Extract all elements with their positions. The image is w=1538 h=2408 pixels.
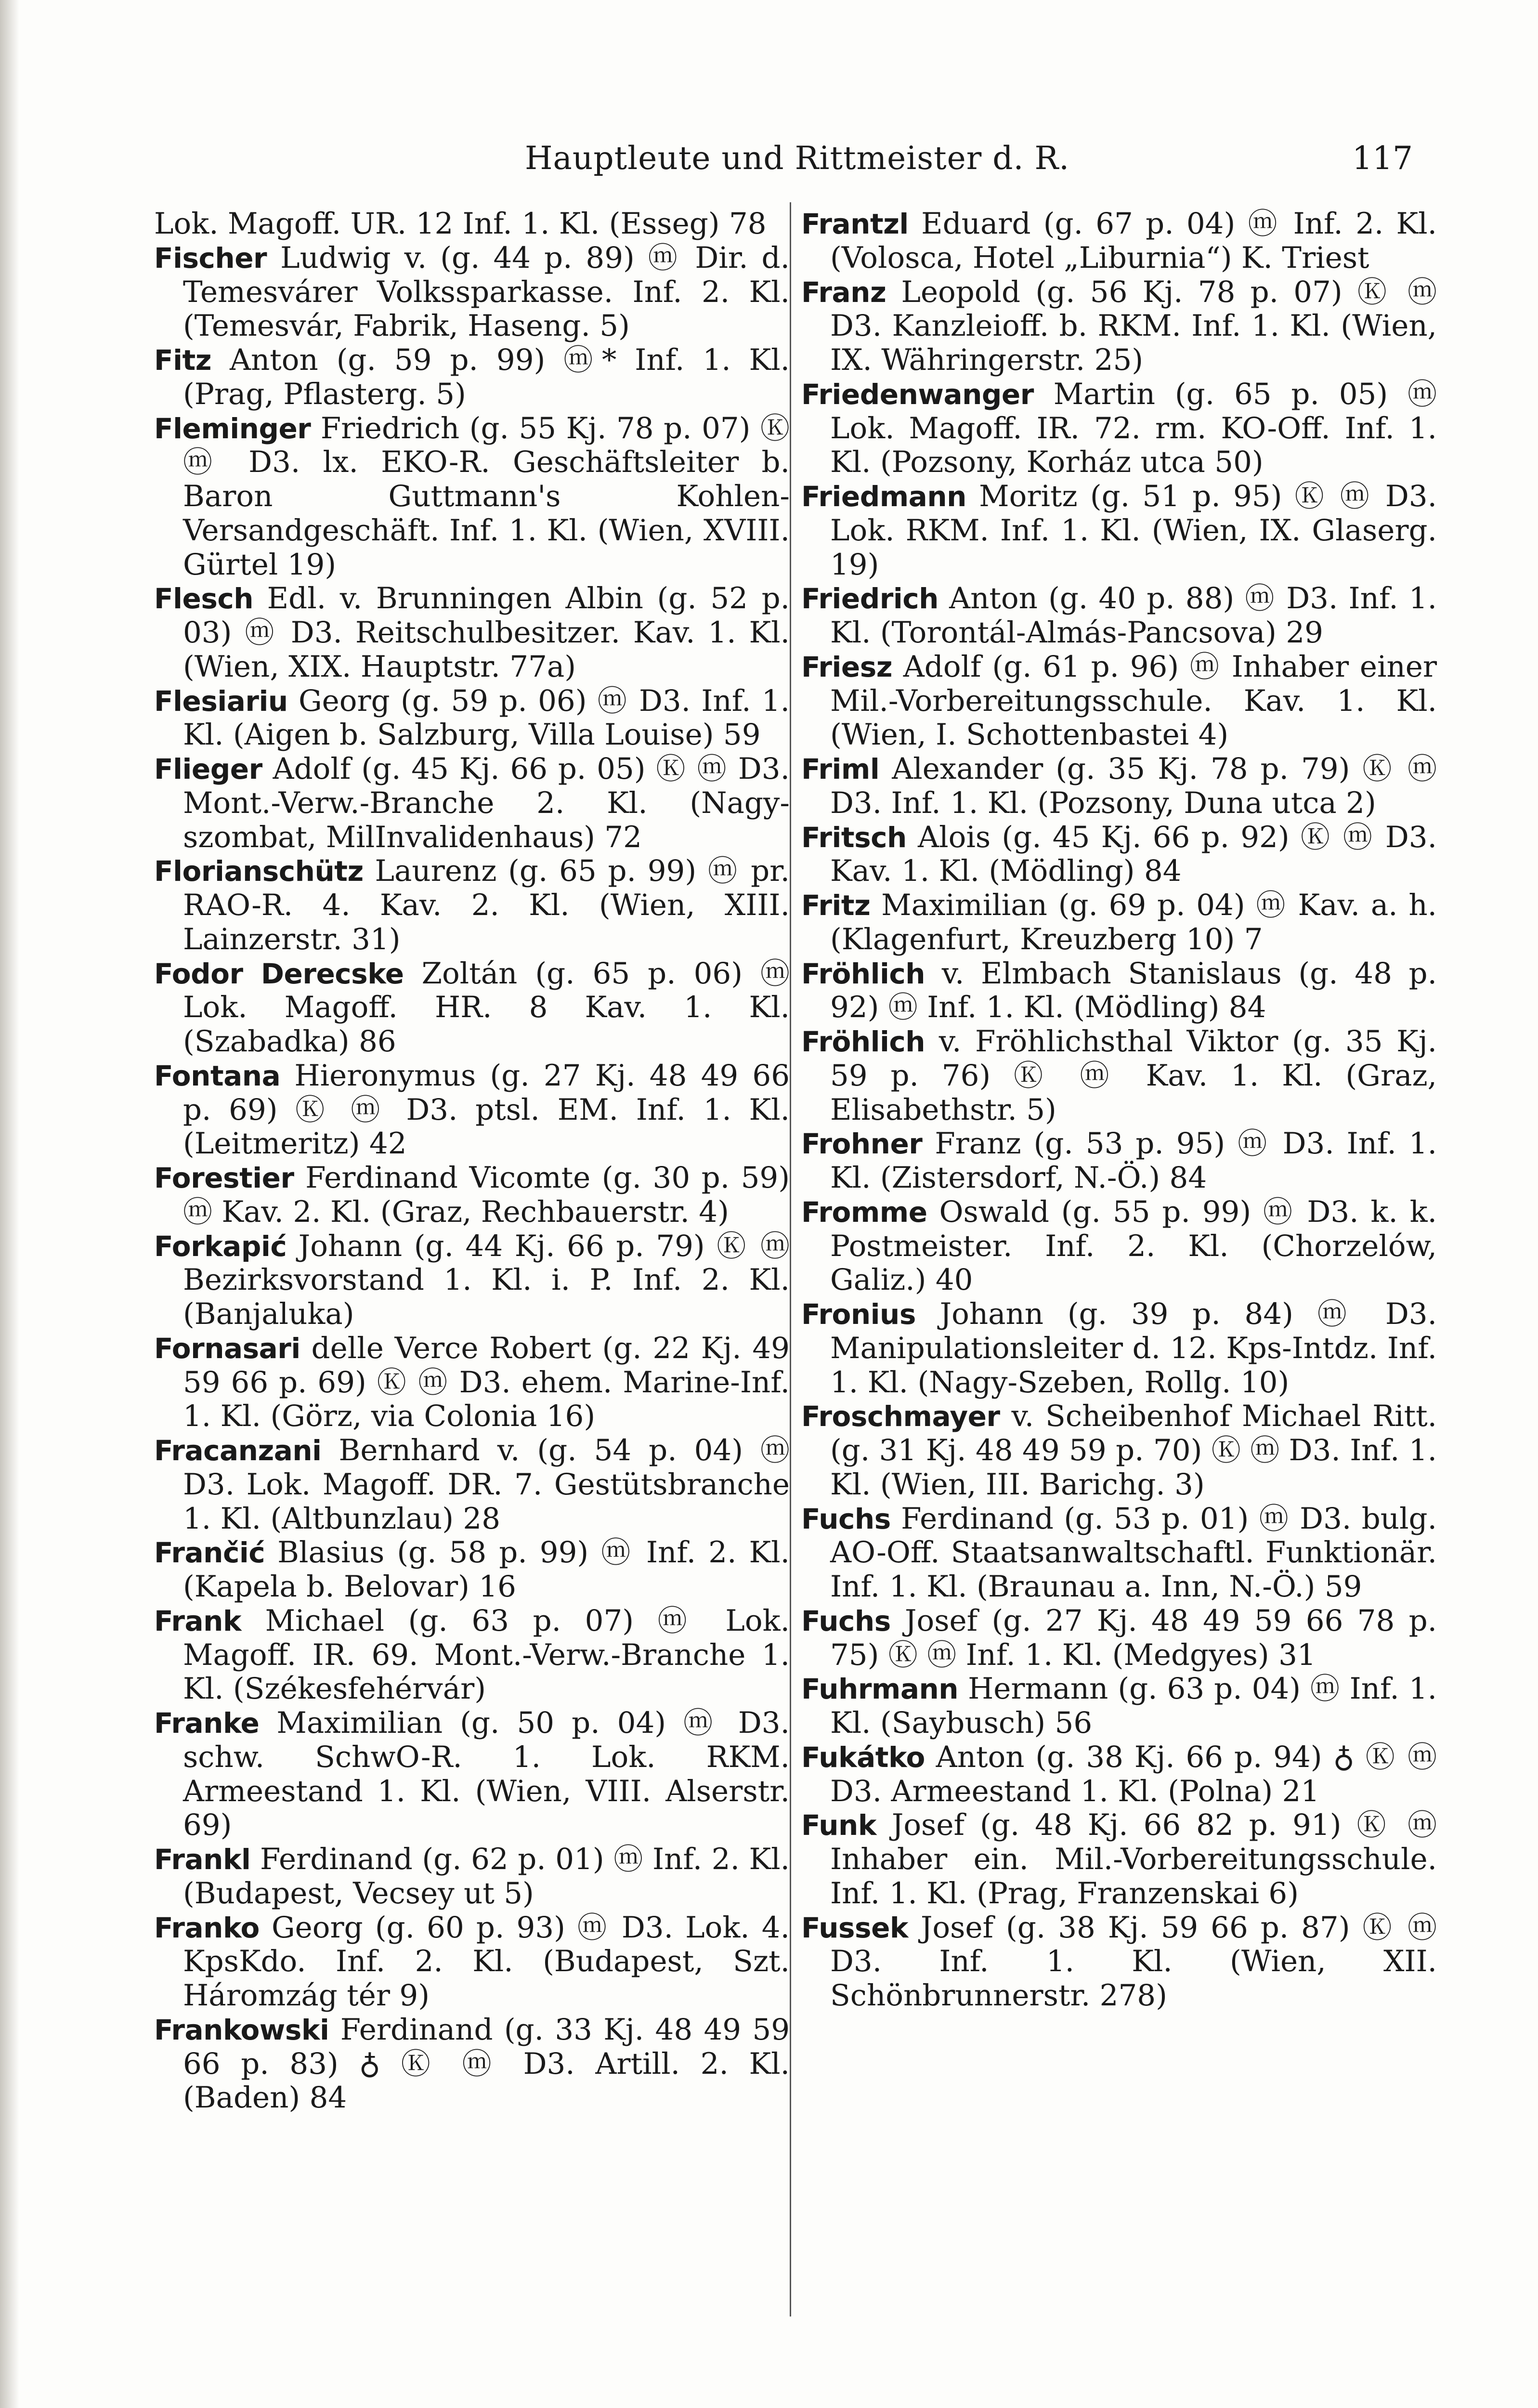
entry-details: Georg (g. 60 p. 93) ⓜ D3. Lok. 4. KpsKdo. Inf. 2. Kl. (Budapest, Szt. Háromzág tér 9): [183, 1910, 790, 2013]
entry-surname: Franz: [801, 275, 886, 309]
entry-surname: Franko: [154, 1911, 260, 1944]
entry-surname: Franke: [154, 1707, 260, 1740]
entry-details: Eduard (g. 67 p. 04) ⓜ Inf. 2. Kl. (Volosca, Hotel „Liburnia“) K. Triest: [830, 207, 1437, 275]
directory-entry: [801, 378, 1437, 480]
entry-details: Hermann (g. 63 p. 04) ⓜ Inf. 1. Kl. (Saybusch) 56: [830, 1672, 1437, 1740]
entry-details: Hieronymus (g. 27 Kj. 48 49 66 p. 69) Ⓚ ⓜ D3. ptsl. EM. Inf. 1. Kl. (Leitmeritz) 42: [183, 1058, 790, 1161]
entry-surname: Flesiariu: [154, 684, 288, 718]
entry-surname: Forkapić: [154, 1230, 287, 1263]
entry-surname: Fromme: [801, 1195, 927, 1229]
directory-entry: [154, 684, 790, 753]
entry-surname: Forestier: [154, 1162, 294, 1194]
entry-details: Josef (g. 38 Kj. 59 66 p. 87) Ⓚ ⓜ D3. Inf. 1. Kl. (Wien, XII. Schönbrunnerstr. 278): [830, 1910, 1437, 2013]
directory-entry: [801, 889, 1437, 957]
entry-surname: Frantzl: [801, 208, 909, 240]
directory-entry: [154, 1059, 790, 1161]
entry-surname: Fronius: [801, 1298, 916, 1331]
page-number: 117: [1352, 140, 1413, 177]
directory-entry: [154, 1536, 790, 1604]
entry-details: Bernhard v. (g. 54 p. 04) ⓜ D3. Lok. Magoff. DR. 7. Gestütsbranche 1. Kl. (Altbunzlau) 28: [183, 1433, 790, 1536]
directory-entry: [154, 207, 790, 241]
entry-details: Josef (g. 27 Kj. 48 49 59 66 78 p. 75) Ⓚ ⓜ Inf. 1. Kl. (Medgyes) 31: [830, 1603, 1437, 1672]
entry-surname: Fritsch: [801, 821, 907, 854]
directory-entry: [154, 752, 790, 854]
entry-details: Anton (g. 38 Kj. 66 p. 94) ♁ Ⓚ ⓜ D3. Armeestand 1. Kl. (Polna) 21: [830, 1740, 1437, 1808]
directory-entry: [801, 582, 1437, 650]
entry-surname: Fodor Derecske: [154, 957, 404, 990]
entry-surname: Fuchs: [801, 1502, 891, 1535]
directory-entry: [801, 957, 1437, 1025]
entry-surname: Friedenwanger: [801, 378, 1034, 411]
entry-details: Ferdinand (g. 53 p. 01) ⓜ D3. bulg. AO-Off. Staatsanwaltschaftl. Funktionär. Inf. 1. Kl. (Braunau a. Inn, N.-Ö.) 59: [830, 1501, 1437, 1604]
directory-entry: [801, 1025, 1437, 1127]
directory-entry: [801, 1672, 1437, 1741]
entry-surname: Frankowski: [154, 2013, 329, 2046]
directory-entry: [801, 821, 1437, 889]
entry-details: Ferdinand (g. 33 Kj. 48 49 59 66 p. 83) ♁ Ⓚ ⓜ D3. Artill. 2. Kl. (Baden) 84: [183, 2012, 790, 2115]
entry-surname: Florianschütz: [154, 855, 364, 888]
entry-details: v. Elmbach Stanislaus (g. 48 p. 92) ⓜ Inf. 1. Kl. (Mödling) 84: [830, 956, 1437, 1025]
entry-surname: Friedrich: [801, 582, 938, 615]
entry-surname: Friedmann: [801, 480, 966, 513]
directory-entry: [154, 1604, 790, 1706]
entry-surname: Froschmayer: [801, 1400, 1000, 1433]
directory-entry: [154, 1332, 790, 1434]
directory-entry: [154, 241, 790, 343]
entry-details: Laurenz (g. 65 p. 99) ⓜ pr. RAO-R. 4. Kav. 2. Kl. (Wien, XIII. Lainzerstr. 31): [183, 854, 790, 956]
entry-details: Blasius (g. 58 p. 99) ⓜ Inf. 2. Kl. (Kapela b. Belovar) 16: [183, 1535, 790, 1604]
directory-entry: [154, 1706, 790, 1843]
entry-details: Franz (g. 53 p. 95) ⓜ D3. Inf. 1. Kl. (Zistersdorf, N.-Ö.) 84: [830, 1126, 1437, 1195]
directory-entry: [154, 582, 790, 684]
entry-surname: Fritz: [801, 889, 871, 922]
entry-surname: Fussek: [801, 1911, 908, 1944]
running-head: Hauptleute und Rittmeister d. R.: [525, 140, 1070, 177]
entry-details: Ludwig v. (g. 44 p. 89) ⓜ Dir. d. Temesvárer Volkssparkasse. Inf. 2. Kl. (Temesvár, Fabrik, Haseng. 5): [183, 240, 790, 343]
spine-shadow: [0, 0, 19, 2408]
entry-surname: Fitz: [154, 344, 211, 377]
directory-entry: [801, 1741, 1437, 1809]
entry-details: Zoltán (g. 65 p. 06) ⓜ Lok. Magoff. HR. 8 Kav. 1. Kl. (Szabadka) 86: [183, 956, 790, 1059]
directory-entry: [154, 343, 790, 412]
directory-entry: [801, 275, 1437, 378]
directory-entry: [154, 1843, 790, 1911]
entry-surname: Friesz: [801, 650, 893, 683]
entry-surname: Fukátko: [801, 1741, 925, 1774]
right-column: [801, 207, 1437, 2013]
entry-surname: Fontana: [154, 1059, 281, 1092]
directory-entry: [801, 752, 1437, 821]
directory-entry: [154, 2013, 790, 2115]
directory-entry: [154, 854, 790, 956]
entry-surname: Fracanzani: [154, 1434, 322, 1467]
entry-details: Johann (g. 44 Kj. 66 p. 79) Ⓚ ⓜ Bezirksvorstand 1. Kl. i. P. Inf. 2. Kl. (Banjaluka): [183, 1229, 790, 1331]
entry-surname: Frank: [154, 1604, 242, 1637]
entry-details: Anton (g. 59 p. 99) ⓜ* Inf. 1. Kl. (Prag, Pflasterg. 5): [183, 343, 790, 411]
entry-details: Anton (g. 40 p. 88) ⓜ D3. Inf. 1. Kl. (Torontál-Almás-Pancsova) 29: [830, 581, 1437, 650]
directory-entry: [154, 1911, 790, 2013]
entry-details: Adolf (g. 45 Kj. 66 p. 05) Ⓚ ⓜ D3. Mont.-Verw.-Branche 2. Kl. (Nagy-szombat, MilInvalidenhaus) 72: [183, 752, 790, 854]
entry-surname: Flesch: [154, 582, 254, 615]
entry-surname: Funk: [801, 1809, 876, 1842]
entry-details: Josef (g. 48 Kj. 66 82 p. 91) Ⓚ ⓜ Inhaber ein. Mil.-Vorbereitungsschule. Inf. 1. Kl. (Prag, Franzenskai 6): [830, 1808, 1437, 1911]
directory-entry: [154, 957, 790, 1059]
entry-details: Maximilian (g. 69 p. 04) ⓜ Kav. a. h. (Klagenfurt, Kreuzberg 10) 7: [830, 888, 1437, 956]
entry-details: v. Scheibenhof Michael Ritt. (g. 31 Kj. 48 49 59 p. 70) Ⓚ ⓜ D3. Inf. 1. Kl. (Wien, III. Barichg. 3): [830, 1399, 1437, 1502]
entry-surname: Friml: [801, 753, 880, 785]
directory-entry: [801, 1911, 1437, 2013]
left-column: [154, 207, 790, 2115]
entry-details: Edl. v. Brunningen Albin (g. 52 p. 03) ⓜ D3. Reitschulbesitzer. Kav. 1. Kl. (Wien, XIX. Hauptstr. 77a): [183, 581, 790, 684]
directory-entry: [801, 207, 1437, 275]
entry-details: delle Verce Robert (g. 22 Kj. 49 59 66 p. 69) Ⓚ ⓜ D3. ehem. Marine-Inf. 1. Kl. (Görz, via Colonia 16): [183, 1331, 790, 1434]
entry-details: Michael (g. 63 p. 07) ⓜ Lok. Magoff. IR. 69. Mont.-Verw.-Branche 1. Kl. (Székesfehérvár): [183, 1603, 790, 1706]
directory-entry: [801, 1195, 1437, 1297]
entry-surname: Fröhlich: [801, 1025, 925, 1058]
directory-entry: [154, 1230, 790, 1332]
entry-surname: Frankl: [154, 1843, 251, 1876]
entry-details: Alexander (g. 35 Kj. 78 p. 79) Ⓚ ⓜ D3. Inf. 1. Kl. (Pozsony, Duna utca 2): [830, 752, 1437, 820]
directory-entry: [154, 1161, 790, 1230]
entry-details: Georg (g. 59 p. 06) ⓜ D3. Inf. 1. Kl. (Aigen b. Salzburg, Villa Louise) 59: [183, 683, 790, 752]
entry-surname: Fischer: [154, 241, 267, 275]
entry-surname: Flieger: [154, 753, 262, 785]
entry-details: Friedrich (g. 55 Kj. 78 p. 07) Ⓚ ⓜ D3. lx. EKO-R. Geschäftsleiter b. Baron Guttmann's Kohlen-Versandgeschäft. Inf. 1. Kl. (Wien, XVIII. Gürtel 19): [183, 411, 790, 582]
entry-details: Alois (g. 45 Kj. 66 p. 92) Ⓚ ⓜ D3. Kav. 1. Kl. (Mödling) 84: [830, 820, 1437, 889]
entry-details: Ferdinand Vicomte (g. 30 p. 59) ⓜ Kav. 2. Kl. (Graz, Rechbauerstr. 4): [183, 1161, 790, 1229]
directory-entry: [154, 1434, 790, 1536]
entry-details: Johann (g. 39 p. 84) ⓜ D3. Manipulationsleiter d. 12. Kps-Intdz. Inf. 1. Kl. (Nagy-Szeben, Rollg. 10): [830, 1297, 1437, 1400]
entry-surname: Fornasari: [154, 1332, 300, 1365]
entry-details: Leopold (g. 56 Kj. 78 p. 07) Ⓚ ⓜ D3. Kanzleioff. b. RKM. Inf. 1. Kl. (Wien, IX. Währingerstr. 25): [830, 275, 1437, 377]
entry-details: Maximilian (g. 50 p. 04) ⓜ D3. schw. SchwO-R. 1. Lok. RKM. Armeestand 1. Kl. (Wien, VIII. Alserstr. 69): [183, 1706, 790, 1843]
column-divider: [790, 202, 791, 2316]
entry-surname: Fleminger: [154, 412, 311, 445]
directory-entry: [801, 1808, 1437, 1911]
entry-details: Moritz (g. 51 p. 95) Ⓚ ⓜ D3. Lok. RKM. Inf. 1. Kl. (Wien, IX. Glaserg. 19): [830, 479, 1437, 582]
entry-details: v. Fröhlichsthal Viktor (g. 35 Kj. 59 p. 76) Ⓚ ⓜ Kav. 1. Kl. (Graz, Elisabethstr. 5): [830, 1024, 1437, 1127]
entry-details: Adolf (g. 61 p. 96) ⓜ Inhaber einer Mil.-Vorbereitungsschule. Kav. 1. Kl. (Wien, I. Schottenbastei 4): [830, 649, 1437, 752]
entry-details: Ferdinand (g. 62 p. 01) ⓜ Inf. 2. Kl. (Budapest, Vecsey ut 5): [183, 1842, 790, 1911]
entry-surname: Fröhlich: [801, 957, 925, 990]
directory-entry: [801, 1127, 1437, 1195]
entry-details: Lok. Magoff. UR. 12 Inf. 1. Kl. (Esseg) 78: [154, 207, 767, 241]
entry-details: Martin (g. 65 p. 05) ⓜ Lok. Magoff. IR. 72. rm. KO-Off. Inf. 1. Kl. (Pozsony, Korház utca 50): [830, 377, 1437, 480]
directory-entry: [801, 1604, 1437, 1673]
entry-details: Oswald (g. 55 p. 99) ⓜ D3. k. k. Postmeister. Inf. 2. Kl. (Chorzelów, Galiz.) 40: [830, 1194, 1437, 1297]
entry-surname: Frohner: [801, 1127, 923, 1161]
entry-surname: Fuchs: [801, 1604, 891, 1637]
directory-entry: [801, 1297, 1437, 1400]
entry-surname: Frančić: [154, 1536, 265, 1570]
directory-entry: [801, 1502, 1437, 1604]
directory-entry: [801, 480, 1437, 582]
directory-entry: [801, 1400, 1437, 1502]
directory-entry: [154, 412, 790, 582]
directory-entry: [801, 650, 1437, 752]
entry-surname: Fuhrmann: [801, 1673, 959, 1706]
